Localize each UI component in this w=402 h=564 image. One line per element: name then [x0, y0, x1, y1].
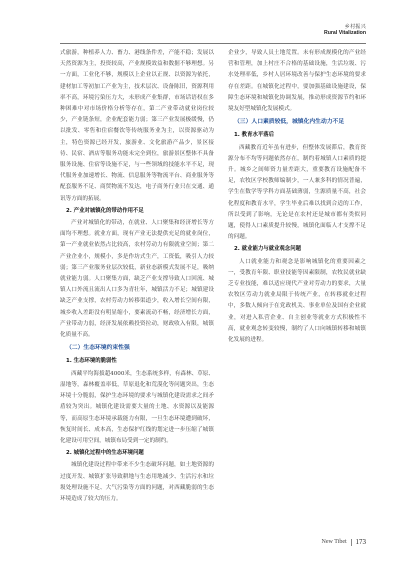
subheading: 1. 教育水平落后 — [234, 132, 275, 139]
subheading: 2. 就业能力与就业观念问题 — [234, 246, 301, 253]
subheading: 2. 产业对城镇化的带动作用不足 — [66, 207, 144, 214]
left-column — [60, 48, 214, 505]
body-paragraph: 西藏教育近年虽有进步，但整体发展滞后，教育资源分布不均等问题依然存在，制约着城镇人口素质的提升。城乡之间师资力量差距大，重要教育设施配备不足，农牧区学校教师编制少，一人兼多科的情况普遍，学生在数学等学科方面基础薄弱，生源质量不高，社会化程度和教育水平，学生毕业后难以找到合适的工作，所以受到了影响，无论是在农村还是城市都有类似问题，使得人口素质提升较慢，城镇化面临人才支撑不足的问题。 — [228, 144, 366, 241]
running-header — [324, 25, 366, 37]
page-footer — [322, 538, 366, 546]
journal-name: New Tibet — [321, 539, 347, 545]
subheading: 1. 生态环境的脆弱性 — [66, 358, 117, 365]
page-number: 173 — [355, 538, 366, 546]
body-paragraph: 城镇化建设过程中带来不少生态破坏问题，如土地资源的过度开发、城镇扩张导致耕地与生态用地减少、生活污水和垃圾处理设施不足、大气污染等方面的问题，对西藏脆弱的生态环境造成了较大的压力。 — [60, 462, 214, 502]
body-paragraph: 式旅游，种植养人力、畜力、港线条件差，产能不稳；发展以天然资源为主，投资较高，产业规模效益和数据不够理想。另一方面，工业化不够，规模以上企业以正规、以资源为依托，建材加工等初加工产业为主，技术层次、设备陈旧，资源利用率不高，环境污染压力大，未形成产业集群，市场话语权在多种困难中对市场价格分析等存在，第二产业带动就业岗位较少，产业链条短，企业配套能力弱；第三产业发展极缓慢，仍以批发、零售和住宿餐饮等传统服务业为主，以资源驱动为主，特色资源已经开发，旅游业、文化旅游产品少，景区接待、民宿、酒店等服务功能未完全到位，旅游景区整体不具备服务设施、住宿等设施不足，与一些领域的技能水平不足，现代服务业加速增长、物流、信息服务等物流平台、商业服务等配套服务不足、商贸物流不发达，电子商务行业只在交通、通讯等方面的拓展。 — [60, 50, 214, 202]
body-paragraph: 西藏平均海拔超4000米，生态系统多样，有森林、草原、湿地等，森林覆盖率低，草原退化和荒漠化等问题突出，生态环境十分脆弱，保护生态环境的要求与城镇化建设需求之间矛盾较为突出。城镇化建设需要大量的土地、水资源以及能源等，而高原生态环境承载能力有限，一旦生态环境遭到破坏，恢复时间长、成本高，生态保护红线的划定进一步压缩了城镇化建设可用空间，城镇布局受到一定的制约。 — [60, 370, 214, 444]
body-paragraph: 人口就业能力和观念是影响城镇化的重要因素之一，受教育年限、职业技能等因素限制，农牧民就业缺乏专业技能，难以适应现代产业对劳动力的要求，大量农牧区劳动力就业局限于传统产业，在转移就业过程中，多数人倾向于在党政机关、事业单位及国有企业就业，对进入私营企业、自主创业等就业方式积极性不高，就业观念转变较慢，制约了人口向城镇转移和城镇化发展的进程。 — [228, 258, 366, 344]
right-column — [228, 48, 366, 346]
header-category-en: Rural Vitalization — [324, 29, 366, 36]
body-paragraph: 企业少，导致人员土地荒置。未有形成规模化的产业经营和管理，加上村庄不合格的基础设施，生活垃圾、污水处理率低，乡村人居环境改善与保护生态环境的要求存在差距。在城镇化过程中，要加强基础设施建设，保障生态环境和城镇化协调发展，推动形成资源节约和环境友好型城镇化发展模式。 — [228, 50, 366, 113]
footer-separator — [351, 539, 352, 546]
header-category-cn: 乡村振兴 — [344, 24, 366, 30]
subheading: 2. 城镇化过程中的生态环境问题 — [66, 450, 144, 457]
section-heading: （二）生态环境约束性强 — [66, 345, 130, 352]
header-divider — [60, 43, 366, 44]
section-heading: （三）人口素质较低，城镇化内生动力不足 — [234, 119, 345, 126]
body-paragraph: 产业对城镇化的带动，在就业、人口聚集和经济增长等方面均不理想。就业方面，现有产业无法提供充足的就业岗位，第一产业就业依然占比较高，农村劳动力有限就业空间；第二产业企业小，规模小，多是作坊式生产，工资低，吸引人力较弱；第三产业服务业层次较低，新业态新模式发展不足，吸纳就业能力弱。人口聚集方面，缺乏产业支撑导致人口回流、城镇人口外流且流出人口多为青壮年，城镇活力不足；城镇建设缺乏产业支撑，农村劳动力转移渠道少，收入增长空间有限，城乡收入差距没有明显缩小，要素流动不畅，经济增长方面，产业带动力弱，经济发展依赖投资拉动，财政收入有限，城镇化质量不高。 — [60, 220, 214, 339]
